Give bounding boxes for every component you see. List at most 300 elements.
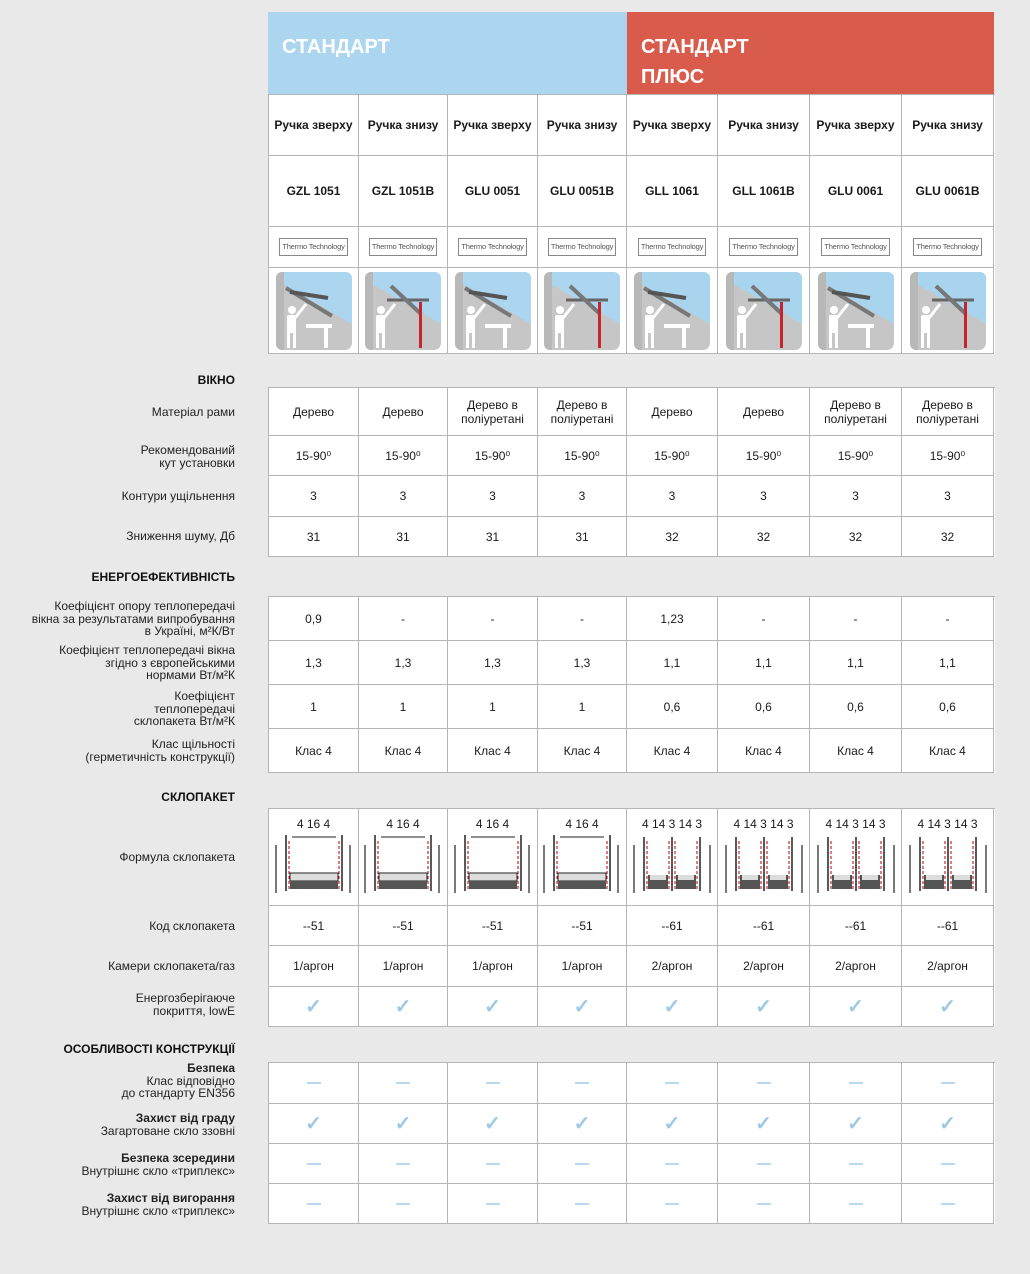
window-opening-illustration bbox=[726, 272, 802, 350]
dash-icon bbox=[307, 1082, 321, 1084]
glass-formula-label: 4 14 3 14 3 bbox=[641, 817, 703, 831]
dash-icon bbox=[486, 1163, 500, 1165]
handle-row-cell bbox=[810, 95, 902, 156]
lowe-row-cell bbox=[269, 987, 359, 1027]
chambers-row-value: 2/аргон bbox=[651, 959, 693, 973]
u-europe-row-cell bbox=[902, 641, 994, 685]
model-row-cell bbox=[810, 156, 902, 227]
handle-row-value: Ручка зверху bbox=[274, 118, 353, 132]
thermo-technology-badge: Thermo Technology bbox=[913, 238, 981, 256]
u-ukraine-row-cell bbox=[269, 597, 359, 641]
dash-icon bbox=[396, 1163, 410, 1165]
standard-header: СТАНДАРТ bbox=[268, 12, 627, 94]
glass-formula-label: 4 16 4 bbox=[296, 817, 331, 831]
dash-icon bbox=[941, 1163, 955, 1165]
check-icon: ✓ bbox=[484, 1112, 501, 1135]
noise-row-cell bbox=[627, 517, 718, 557]
material-row-cell bbox=[902, 388, 994, 436]
material-row-cell bbox=[269, 388, 359, 436]
section-window: ВІКНО bbox=[197, 373, 235, 387]
u-europe-row-value: 1,3 bbox=[394, 655, 412, 670]
handle-row-cell bbox=[902, 95, 994, 156]
dash-icon bbox=[396, 1082, 410, 1084]
u-ukraine-row-value: 0,9 bbox=[305, 611, 322, 626]
tightness-row bbox=[269, 729, 995, 773]
features-grid bbox=[268, 1062, 995, 1224]
angle-row-cell bbox=[448, 436, 538, 476]
check-icon: ✓ bbox=[394, 995, 412, 1018]
handle-row-cell bbox=[359, 95, 448, 156]
u-ukraine-row-value: - bbox=[490, 611, 495, 626]
chambers-row-value: 1/аргон bbox=[561, 959, 603, 973]
contours-row-value: 3 bbox=[489, 489, 496, 503]
fade-row bbox=[269, 1184, 995, 1224]
noise-row-cell bbox=[810, 517, 902, 557]
noise-row-value: 31 bbox=[575, 529, 589, 544]
contours-row-cell bbox=[538, 476, 627, 517]
chambers-row-cell bbox=[269, 946, 359, 987]
noise-row-value: 31 bbox=[485, 529, 500, 544]
check-icon: ✓ bbox=[847, 995, 864, 1018]
u-ukraine-row-cell bbox=[627, 597, 718, 641]
model-row-cell bbox=[902, 156, 994, 227]
noise-row-cell bbox=[538, 517, 627, 557]
u-europe-row-cell bbox=[627, 641, 718, 685]
glass-unit-diagram bbox=[722, 831, 806, 901]
illustration-row-cell bbox=[269, 268, 359, 354]
handle-row-cell bbox=[627, 95, 718, 156]
label-angle: Рекомендований кут установки bbox=[140, 443, 235, 470]
model-row-cell bbox=[538, 156, 627, 227]
tightness-row-value: Клас 4 bbox=[384, 743, 422, 758]
chambers-row-value: 2/аргон bbox=[927, 959, 968, 973]
label-lowe: Енергозберігаюче покриття, lowE bbox=[135, 991, 235, 1018]
contours-row-cell bbox=[718, 476, 810, 517]
u-europe-row-value: 1,3 bbox=[573, 655, 591, 670]
window-illustration bbox=[726, 272, 802, 350]
model-row-value: GLU 0051B bbox=[549, 184, 615, 198]
model-row-value: GLL 1061B bbox=[732, 184, 795, 198]
handle-row-value: Ручка знизу bbox=[546, 118, 618, 132]
label-noise: Зниження шуму, Дб bbox=[126, 529, 235, 543]
u-europe-row-value: 1,1 bbox=[755, 655, 772, 670]
material-row-cell bbox=[359, 388, 448, 436]
window-opening-illustration bbox=[818, 272, 894, 350]
label-tightness: Клас щільності (герметичність конструкції) bbox=[85, 737, 235, 764]
dash-icon bbox=[307, 1203, 321, 1205]
label-formula: Формула склопакета bbox=[119, 850, 235, 864]
code-row-value: --51 bbox=[302, 918, 325, 933]
noise-row-value: 31 bbox=[396, 529, 410, 544]
dash-icon bbox=[307, 1163, 321, 1165]
dash-icon bbox=[486, 1082, 500, 1084]
angle-row-value: 15-90⁰ bbox=[474, 448, 511, 463]
glass-unit-diagram bbox=[272, 831, 356, 901]
chambers-row-cell bbox=[538, 946, 627, 987]
handle-row-value: Ручка зверху bbox=[632, 118, 712, 132]
inner-row-cell bbox=[627, 1144, 718, 1184]
u-ukraine-row-cell bbox=[538, 597, 627, 641]
code-row-value: --61 bbox=[936, 918, 959, 933]
chambers-row-cell bbox=[718, 946, 810, 987]
formula-row-cell bbox=[718, 809, 810, 906]
thermo-technology-badge: Thermo Technology bbox=[821, 238, 889, 256]
tightness-row-value: Клас 4 bbox=[653, 743, 691, 758]
illustration-row-cell bbox=[718, 268, 810, 354]
model-row-cell bbox=[718, 156, 810, 227]
thermo-row-cell bbox=[359, 227, 448, 268]
u-glass-row-cell bbox=[359, 685, 448, 729]
u-glass-row-value: 0,6 bbox=[847, 699, 864, 714]
chambers-row-value: 2/аргон bbox=[743, 959, 784, 973]
check-icon: ✓ bbox=[939, 1112, 956, 1135]
window-illustration bbox=[276, 272, 352, 350]
angle-row-cell bbox=[538, 436, 627, 476]
thermo-technology-badge: Thermo Technology bbox=[279, 238, 347, 256]
angle-row-value: 15-90⁰ bbox=[745, 448, 782, 463]
lowe-row-cell bbox=[718, 987, 810, 1027]
angle-row-cell bbox=[627, 436, 718, 476]
hail-row-cell bbox=[902, 1104, 994, 1144]
angle-row-value: 15-90⁰ bbox=[564, 448, 600, 463]
material-row bbox=[269, 388, 995, 436]
contours-row-value: 3 bbox=[399, 489, 407, 503]
u-glass-row-cell bbox=[538, 685, 627, 729]
model-row bbox=[269, 156, 995, 227]
check-icon: ✓ bbox=[305, 1112, 322, 1135]
thermo-technology-badge: Thermo Technology bbox=[548, 238, 616, 256]
window-illustration bbox=[365, 272, 441, 350]
handle-row-value: Ручка знизу bbox=[728, 118, 799, 132]
check-icon: ✓ bbox=[939, 995, 956, 1018]
window-opening-illustration bbox=[634, 272, 710, 350]
check-icon: ✓ bbox=[394, 1112, 412, 1135]
glass-formula-label: 4 14 3 14 3 bbox=[917, 817, 978, 831]
thermo-row-cell bbox=[810, 227, 902, 268]
formula-row-cell bbox=[538, 809, 627, 906]
fade-row-cell bbox=[359, 1184, 448, 1224]
u-europe-row bbox=[269, 641, 995, 685]
lowe-row-cell bbox=[448, 987, 538, 1027]
glass-formula-label: 4 16 4 bbox=[386, 817, 420, 831]
window-illustration bbox=[818, 272, 894, 350]
tightness-row-value: Клас 4 bbox=[837, 743, 874, 758]
model-row-value: GLL 1061 bbox=[645, 184, 699, 198]
tightness-row-value: Клас 4 bbox=[474, 743, 511, 758]
u-glass-row-cell bbox=[718, 685, 810, 729]
formula-row-cell bbox=[269, 809, 359, 906]
check-icon: ✓ bbox=[663, 1112, 681, 1135]
tightness-row-value: Клас 4 bbox=[295, 743, 332, 758]
dash-icon bbox=[849, 1163, 863, 1165]
dash-icon bbox=[665, 1163, 679, 1165]
u-glass-row-cell bbox=[810, 685, 902, 729]
formula-row-cell bbox=[448, 809, 538, 906]
security-row-cell bbox=[902, 1063, 994, 1104]
tightness-row-cell bbox=[810, 729, 902, 773]
code-row-value: --51 bbox=[481, 918, 504, 933]
u-ukraine-row-cell bbox=[810, 597, 902, 641]
contours-row-cell bbox=[902, 476, 994, 517]
model-row-value: GLU 0051 bbox=[464, 184, 521, 198]
u-ukraine-row-cell bbox=[448, 597, 538, 641]
lowe-row-cell bbox=[627, 987, 718, 1027]
dash-icon bbox=[757, 1203, 771, 1205]
label-inner: Безпека зсередини Внутрішнє скло «триплекс» bbox=[81, 1151, 235, 1178]
window-illustration bbox=[634, 272, 710, 350]
formula-row-cell bbox=[902, 809, 994, 906]
product-header-grid bbox=[268, 94, 995, 354]
thermo-row-cell bbox=[718, 227, 810, 268]
illustration-row-cell bbox=[448, 268, 538, 354]
angle-row-cell bbox=[359, 436, 448, 476]
u-europe-row-cell bbox=[448, 641, 538, 685]
handle-row-cell bbox=[448, 95, 538, 156]
fade-row-cell bbox=[627, 1184, 718, 1224]
chambers-row-cell bbox=[448, 946, 538, 987]
thermo-row-cell bbox=[902, 227, 994, 268]
section-features: ОСОБЛИВОСТІ КОНСТРУКЦІЇ bbox=[63, 1042, 235, 1056]
hail-row bbox=[269, 1104, 995, 1144]
lowe-row-cell bbox=[359, 987, 448, 1027]
glass-formula bbox=[722, 813, 806, 901]
u-glass-row bbox=[269, 685, 995, 729]
section-energy: ЕНЕРГОЕФЕКТИВНІСТЬ bbox=[91, 570, 235, 584]
noise-row-cell bbox=[718, 517, 810, 557]
glass-formula bbox=[451, 813, 535, 901]
dash-icon bbox=[665, 1203, 679, 1205]
illustration-row-cell bbox=[538, 268, 627, 354]
inner-row-cell bbox=[810, 1144, 902, 1184]
chambers-row-cell bbox=[810, 946, 902, 987]
tightness-row-cell bbox=[269, 729, 359, 773]
security-row-cell bbox=[448, 1063, 538, 1104]
code-row bbox=[269, 906, 995, 946]
chambers-row-value: 1/аргон bbox=[382, 959, 424, 973]
lowe-row bbox=[269, 987, 995, 1027]
angle-row-cell bbox=[810, 436, 902, 476]
thermo-technology-badge: Thermo Technology bbox=[458, 238, 526, 256]
chambers-row-value: 1/аргон bbox=[472, 959, 513, 973]
chambers-row-cell bbox=[902, 946, 994, 987]
glass-unit-diagram bbox=[451, 831, 535, 901]
standard-plus-header: СТАНДАРТ ПЛЮС bbox=[627, 12, 994, 94]
model-row-value: GZL 1051 bbox=[286, 184, 341, 198]
noise-row-value: 32 bbox=[665, 529, 679, 544]
illustration-row bbox=[269, 268, 995, 354]
handle-row-cell bbox=[718, 95, 810, 156]
glass-unit-diagram bbox=[630, 831, 714, 901]
inner-row bbox=[269, 1144, 995, 1184]
chambers-row-cell bbox=[627, 946, 718, 987]
security-row-cell bbox=[269, 1063, 359, 1104]
angle-row-value: 15-90⁰ bbox=[385, 448, 421, 463]
contours-row-value: 3 bbox=[760, 489, 767, 503]
tightness-row-value: Клас 4 bbox=[563, 743, 601, 758]
fade-row-cell bbox=[718, 1184, 810, 1224]
code-row-value: --61 bbox=[752, 918, 775, 933]
tightness-row-cell bbox=[359, 729, 448, 773]
tightness-row-cell bbox=[627, 729, 718, 773]
thermo-row-cell bbox=[627, 227, 718, 268]
glass-formula-label: 4 14 3 14 3 bbox=[733, 817, 794, 831]
angle-row-value: 15-90⁰ bbox=[654, 448, 690, 463]
illustration-row-cell bbox=[627, 268, 718, 354]
model-row-cell bbox=[359, 156, 448, 227]
glass-formula bbox=[814, 813, 898, 901]
hail-row-cell bbox=[269, 1104, 359, 1144]
handle-row-value: Ручка знизу bbox=[912, 118, 983, 132]
code-row-cell bbox=[718, 906, 810, 946]
contours-row bbox=[269, 476, 995, 517]
u-glass-row-cell bbox=[902, 685, 994, 729]
fade-row-cell bbox=[538, 1184, 627, 1224]
window-illustration bbox=[455, 272, 531, 350]
inner-row-cell bbox=[359, 1144, 448, 1184]
dash-icon bbox=[941, 1082, 955, 1084]
u-ukraine-row-cell bbox=[359, 597, 448, 641]
u-glass-row-cell bbox=[627, 685, 718, 729]
code-row-cell bbox=[902, 906, 994, 946]
contours-row-value: 3 bbox=[668, 489, 676, 503]
code-row-cell bbox=[359, 906, 448, 946]
inner-row-cell bbox=[538, 1144, 627, 1184]
model-row-cell bbox=[448, 156, 538, 227]
window-opening-illustration bbox=[365, 272, 441, 350]
hail-row-cell bbox=[448, 1104, 538, 1144]
fade-row-cell bbox=[448, 1184, 538, 1224]
hail-row-cell bbox=[810, 1104, 902, 1144]
u-glass-row-value: 1 bbox=[578, 699, 586, 714]
u-europe-row-value: 1,1 bbox=[663, 655, 681, 670]
contours-row-cell bbox=[627, 476, 718, 517]
chambers-row-cell bbox=[359, 946, 448, 987]
check-icon: ✓ bbox=[484, 995, 501, 1018]
material-row-value: Дерево bbox=[651, 404, 693, 419]
handle-row-value: Ручка знизу bbox=[367, 118, 439, 132]
illustration-row-cell bbox=[810, 268, 902, 354]
glass-unit-diagram bbox=[906, 831, 990, 901]
hail-row-cell bbox=[538, 1104, 627, 1144]
code-row-cell bbox=[269, 906, 359, 946]
illustration-row-cell bbox=[359, 268, 448, 354]
angle-row bbox=[269, 436, 995, 476]
u-glass-row-value: 1 bbox=[310, 699, 317, 714]
fade-row-cell bbox=[269, 1184, 359, 1224]
u-ukraine-row-value: - bbox=[401, 611, 405, 626]
angle-row-cell bbox=[718, 436, 810, 476]
thermo-row bbox=[269, 227, 995, 268]
contours-row-value: 3 bbox=[944, 489, 951, 503]
glass-formula bbox=[906, 813, 990, 901]
glass-grid bbox=[268, 808, 995, 1027]
handle-row-value: Ручка зверху bbox=[453, 118, 532, 132]
handle-row-cell bbox=[538, 95, 627, 156]
tightness-row-cell bbox=[448, 729, 538, 773]
fade-row-cell bbox=[902, 1184, 994, 1224]
thermo-technology-badge: Thermo Technology bbox=[369, 238, 437, 256]
formula-row bbox=[269, 809, 995, 906]
security-row-cell bbox=[359, 1063, 448, 1104]
window-grid bbox=[268, 387, 995, 557]
check-icon: ✓ bbox=[663, 995, 681, 1018]
dash-icon bbox=[575, 1203, 589, 1205]
formula-row-cell bbox=[627, 809, 718, 906]
u-europe-row-value: 1,3 bbox=[484, 655, 501, 670]
tightness-row-cell bbox=[902, 729, 994, 773]
u-europe-row-value: 1,1 bbox=[939, 655, 956, 670]
angle-row-value: 15-90⁰ bbox=[929, 448, 966, 463]
model-row-value: GZL 1051B bbox=[371, 184, 435, 198]
security-row-cell bbox=[538, 1063, 627, 1104]
thermo-technology-badge: Thermo Technology bbox=[729, 238, 797, 256]
label-u-glass: Коефіцієнт теплопередачі склопакета Вт/м²К bbox=[133, 689, 235, 728]
u-ukraine-row-value: - bbox=[853, 611, 858, 626]
check-icon: ✓ bbox=[573, 1112, 591, 1135]
contours-row-value: 3 bbox=[310, 489, 317, 503]
security-row-cell bbox=[810, 1063, 902, 1104]
noise-row-cell bbox=[448, 517, 538, 557]
angle-row-cell bbox=[902, 436, 994, 476]
noise-row-cell bbox=[902, 517, 994, 557]
label-u-europe: Коефіцієнт теплопередачі вікна згідно з європейськими нормами Вт/м²К bbox=[59, 643, 235, 682]
dash-icon bbox=[849, 1082, 863, 1084]
window-illustration bbox=[910, 272, 986, 350]
contours-row-cell bbox=[810, 476, 902, 517]
code-row-value: --61 bbox=[661, 918, 683, 933]
material-row-cell bbox=[718, 388, 810, 436]
model-row-value: GLU 0061B bbox=[915, 184, 980, 198]
material-row-cell bbox=[448, 388, 538, 436]
u-europe-row-cell bbox=[359, 641, 448, 685]
noise-row-value: 31 bbox=[306, 529, 321, 544]
code-row-cell bbox=[448, 906, 538, 946]
label-fade: Захист від вигорання Внутрішнє скло «триплекс» bbox=[81, 1191, 235, 1218]
inner-row-cell bbox=[902, 1144, 994, 1184]
material-row-value: Дерево в поліуретані bbox=[550, 397, 614, 426]
noise-row-cell bbox=[269, 517, 359, 557]
glass-formula-label: 4 16 4 bbox=[565, 817, 599, 831]
inner-row-cell bbox=[269, 1144, 359, 1184]
material-row-value: Дерево bbox=[292, 404, 335, 419]
code-row-cell bbox=[538, 906, 627, 946]
formula-row-cell bbox=[810, 809, 902, 906]
chambers-row bbox=[269, 946, 995, 987]
dash-icon bbox=[941, 1203, 955, 1205]
thermo-technology-badge: Thermo Technology bbox=[638, 238, 706, 256]
u-ukraine-row-cell bbox=[902, 597, 994, 641]
section-glass: СКЛОПАКЕТ bbox=[161, 790, 235, 804]
code-row-value: --51 bbox=[571, 918, 593, 933]
fade-row-cell bbox=[810, 1184, 902, 1224]
inner-row-cell bbox=[718, 1144, 810, 1184]
code-row-cell bbox=[627, 906, 718, 946]
u-ukraine-row-value: - bbox=[580, 611, 584, 626]
u-ukraine-row-value: - bbox=[761, 611, 766, 626]
angle-row-value: 15-90⁰ bbox=[295, 448, 332, 463]
label-u-ukraine: Коефіцієнт опору теплопередачі вікна за результатами випробування в Україні, м²К/Вт bbox=[31, 599, 235, 638]
glass-formula bbox=[630, 813, 714, 901]
security-row-cell bbox=[627, 1063, 718, 1104]
window-opening-illustration bbox=[544, 272, 620, 350]
contours-row-value: 3 bbox=[578, 489, 586, 503]
tightness-row-cell bbox=[718, 729, 810, 773]
material-row-value: Дерево в поліуретані bbox=[461, 397, 524, 426]
window-opening-illustration bbox=[455, 272, 531, 350]
tightness-row-cell bbox=[538, 729, 627, 773]
u-glass-row-cell bbox=[448, 685, 538, 729]
hail-row-cell bbox=[627, 1104, 718, 1144]
